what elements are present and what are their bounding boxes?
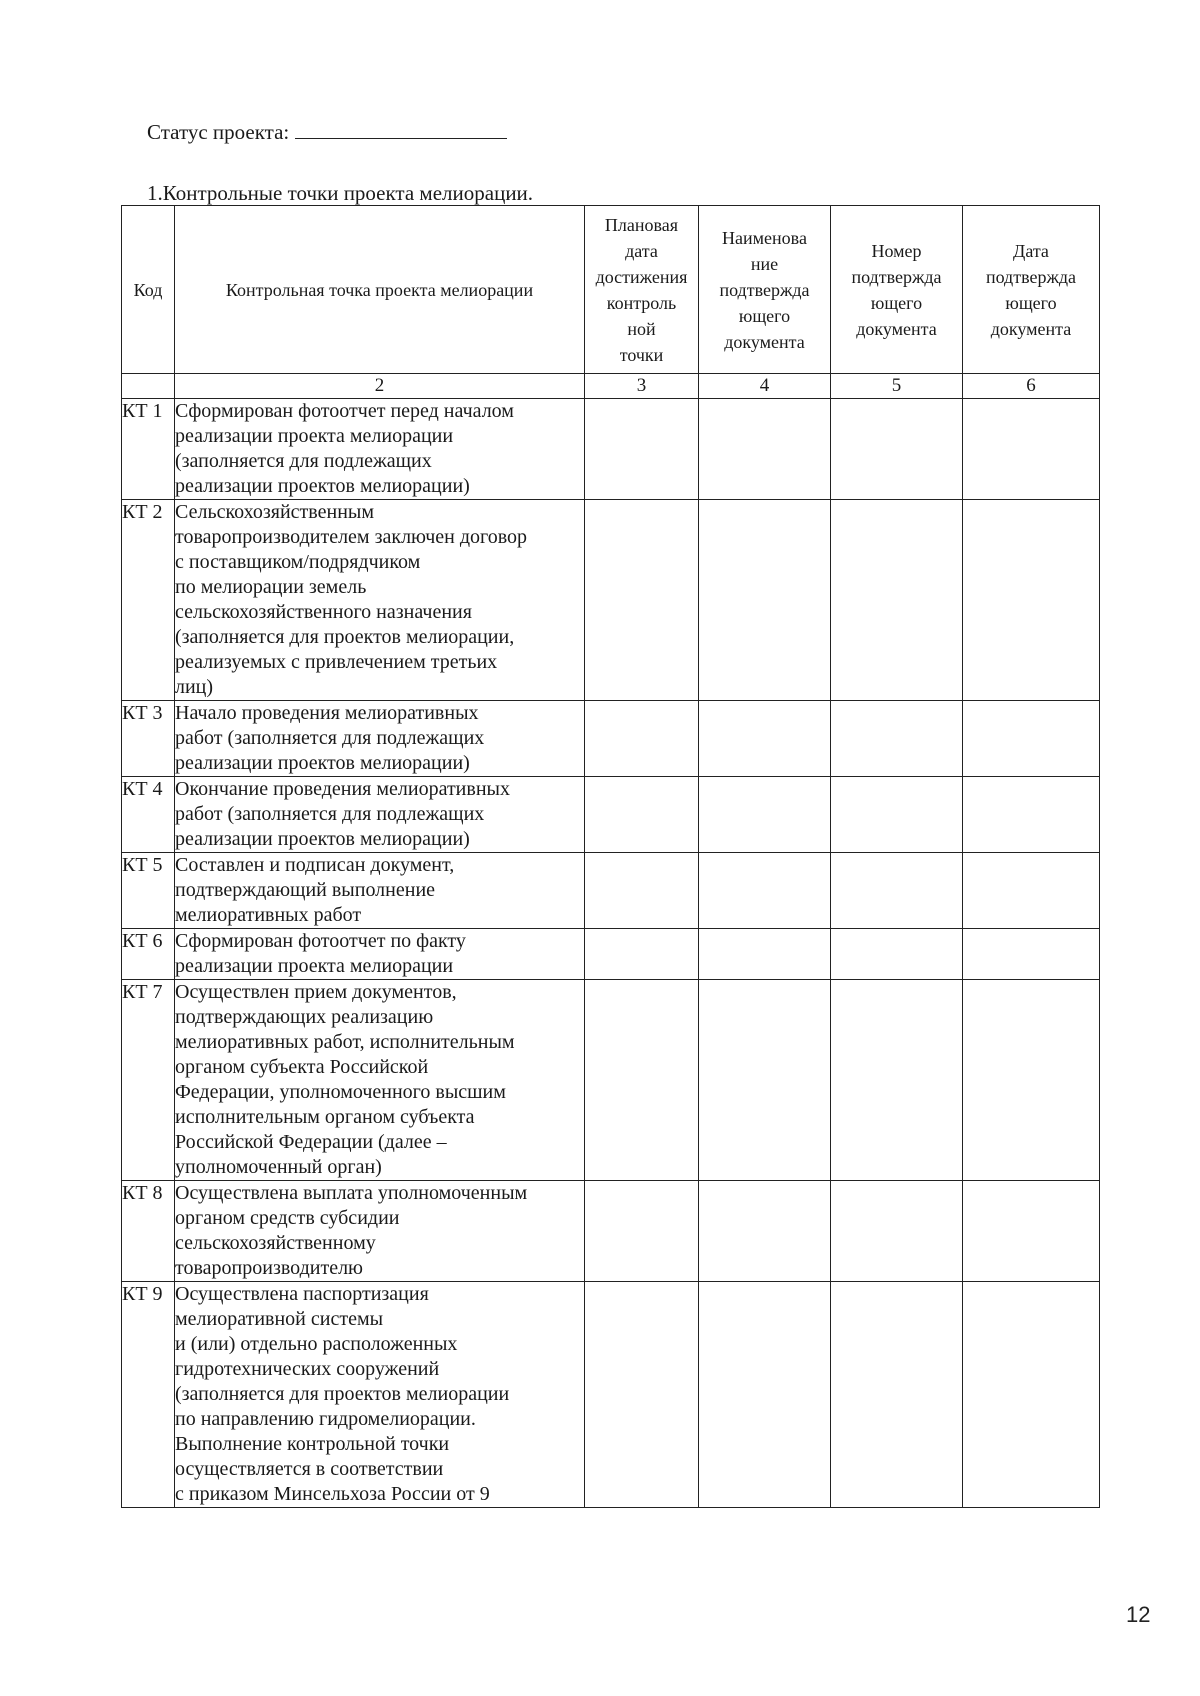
control-point-code: КТ 4 xyxy=(122,777,175,853)
table-header-row xyxy=(122,206,1100,374)
table-row xyxy=(122,980,1100,1181)
page-number: 12 xyxy=(1126,1602,1151,1627)
document-date-cell[interactable] xyxy=(963,701,1100,777)
control-point-code: КТ 3 xyxy=(122,701,175,777)
document-name-cell[interactable] xyxy=(699,929,831,980)
control-point-description: Окончание проведения мелиоративных работ (заполняется для подлежащих реализации проектов мелиорации) xyxy=(175,777,585,853)
document-name-cell[interactable] xyxy=(699,980,831,1181)
document-name-cell[interactable] xyxy=(699,1282,831,1508)
document-name-cell[interactable] xyxy=(699,853,831,929)
control-point-code: КТ 5 xyxy=(122,853,175,929)
control-point-code: КТ 7 xyxy=(122,980,175,1181)
document-name-cell[interactable] xyxy=(699,1181,831,1282)
table-row xyxy=(122,701,1100,777)
document-date-cell[interactable] xyxy=(963,399,1100,500)
header-code: Код xyxy=(122,206,175,374)
column-number: 5 xyxy=(831,374,963,399)
document-date-cell[interactable] xyxy=(963,500,1100,701)
document-name-cell[interactable] xyxy=(699,777,831,853)
planned-date-cell[interactable] xyxy=(585,701,699,777)
control-point-description: Осуществлена выплата уполномоченным органом средств субсидии сельскохозяйственному товаропроизводителю xyxy=(175,1181,585,1282)
control-point-code: КТ 2 xyxy=(122,500,175,701)
header-document-number: Номер подтвержда ющего документа xyxy=(831,206,963,374)
table-row xyxy=(122,500,1100,701)
table-row xyxy=(122,1181,1100,1282)
document-name-cell[interactable] xyxy=(699,500,831,701)
document-date-cell[interactable] xyxy=(963,1181,1100,1282)
section-title: 1.Контрольные точки проекта мелиорации. xyxy=(147,181,534,205)
document-name-cell[interactable] xyxy=(699,399,831,500)
header-control-point: Контрольная точка проекта мелиорации xyxy=(175,206,585,374)
column-number xyxy=(122,374,175,399)
control-point-description: Сформирован фотоотчет по факту реализации проекта мелиорации xyxy=(175,929,585,980)
table-row xyxy=(122,1282,1100,1508)
document-date-cell[interactable] xyxy=(963,929,1100,980)
control-point-description: Осуществлен прием документов, подтверждающих реализацию мелиоративных работ, исполнительным органом субъекта Российской Федерации, уполномоченного высшим исполнительным органом субъекта Российской Федерации (далее – уполномоченный орган) xyxy=(175,980,585,1181)
document-name-cell[interactable] xyxy=(699,701,831,777)
planned-date-cell[interactable] xyxy=(585,980,699,1181)
planned-date-cell[interactable] xyxy=(585,929,699,980)
document-number-cell[interactable] xyxy=(831,853,963,929)
document-date-cell[interactable] xyxy=(963,980,1100,1181)
header-planned-date: Плановая дата достижения контроль ной точки xyxy=(585,206,699,374)
control-point-code: КТ 1 xyxy=(122,399,175,500)
column-number: 2 xyxy=(175,374,585,399)
control-point-description: Начало проведения мелиоративных работ (заполняется для подлежащих реализации проектов мелиорации) xyxy=(175,701,585,777)
document-number-cell[interactable] xyxy=(831,980,963,1181)
planned-date-cell[interactable] xyxy=(585,500,699,701)
planned-date-cell[interactable] xyxy=(585,777,699,853)
control-point-description: Сельскохозяйственным товаропроизводителем заключен договор с поставщиком/подрядчиком по мелиорации земель сельскохозяйственного назначения (заполняется для проектов мелиорации, реализуемых с привлечением третьих лиц) xyxy=(175,500,585,701)
column-number: 3 xyxy=(585,374,699,399)
planned-date-cell[interactable] xyxy=(585,853,699,929)
table-row xyxy=(122,399,1100,500)
document-date-cell[interactable] xyxy=(963,1282,1100,1508)
control-point-code: КТ 8 xyxy=(122,1181,175,1282)
planned-date-cell[interactable] xyxy=(585,399,699,500)
document-number-cell[interactable] xyxy=(831,701,963,777)
column-number: 6 xyxy=(963,374,1100,399)
table-row xyxy=(122,929,1100,980)
document-number-cell[interactable] xyxy=(831,399,963,500)
document-number-cell[interactable] xyxy=(831,1181,963,1282)
project-status-blank xyxy=(295,120,507,139)
column-number-row xyxy=(122,374,1100,399)
project-status-line xyxy=(147,120,507,145)
header-document-date: Дата подтвержда ющего документа xyxy=(963,206,1100,374)
document-date-cell[interactable] xyxy=(963,777,1100,853)
control-point-description: Сформирован фотоотчет перед началом реализации проекта мелиорации (заполняется для подлежащих реализации проектов мелиорации) xyxy=(175,399,585,500)
table-row xyxy=(122,853,1100,929)
control-point-code: КТ 9 xyxy=(122,1282,175,1508)
table-row xyxy=(122,777,1100,853)
control-points-table xyxy=(121,205,1100,1508)
document-number-cell[interactable] xyxy=(831,929,963,980)
document-number-cell[interactable] xyxy=(831,500,963,701)
project-status-label: Статус проекта: xyxy=(147,120,290,144)
header-document-name: Наименова ние подтвержда ющего документа xyxy=(699,206,831,374)
control-point-description: Осуществлена паспортизация мелиоративной системы и (или) отдельно расположенных гидротехнических сооружений (заполняется для проектов мелиорации по направлению гидромелиорации. Выполнение контрольной точки осуществляется в соответствии с приказом Минсельхоза России от 9 xyxy=(175,1282,585,1508)
planned-date-cell[interactable] xyxy=(585,1181,699,1282)
control-point-description: Составлен и подписан документ, подтверждающий выполнение мелиоративных работ xyxy=(175,853,585,929)
document-number-cell[interactable] xyxy=(831,1282,963,1508)
planned-date-cell[interactable] xyxy=(585,1282,699,1508)
document-number-cell[interactable] xyxy=(831,777,963,853)
document-date-cell[interactable] xyxy=(963,853,1100,929)
control-point-code: КТ 6 xyxy=(122,929,175,980)
column-number: 4 xyxy=(699,374,831,399)
